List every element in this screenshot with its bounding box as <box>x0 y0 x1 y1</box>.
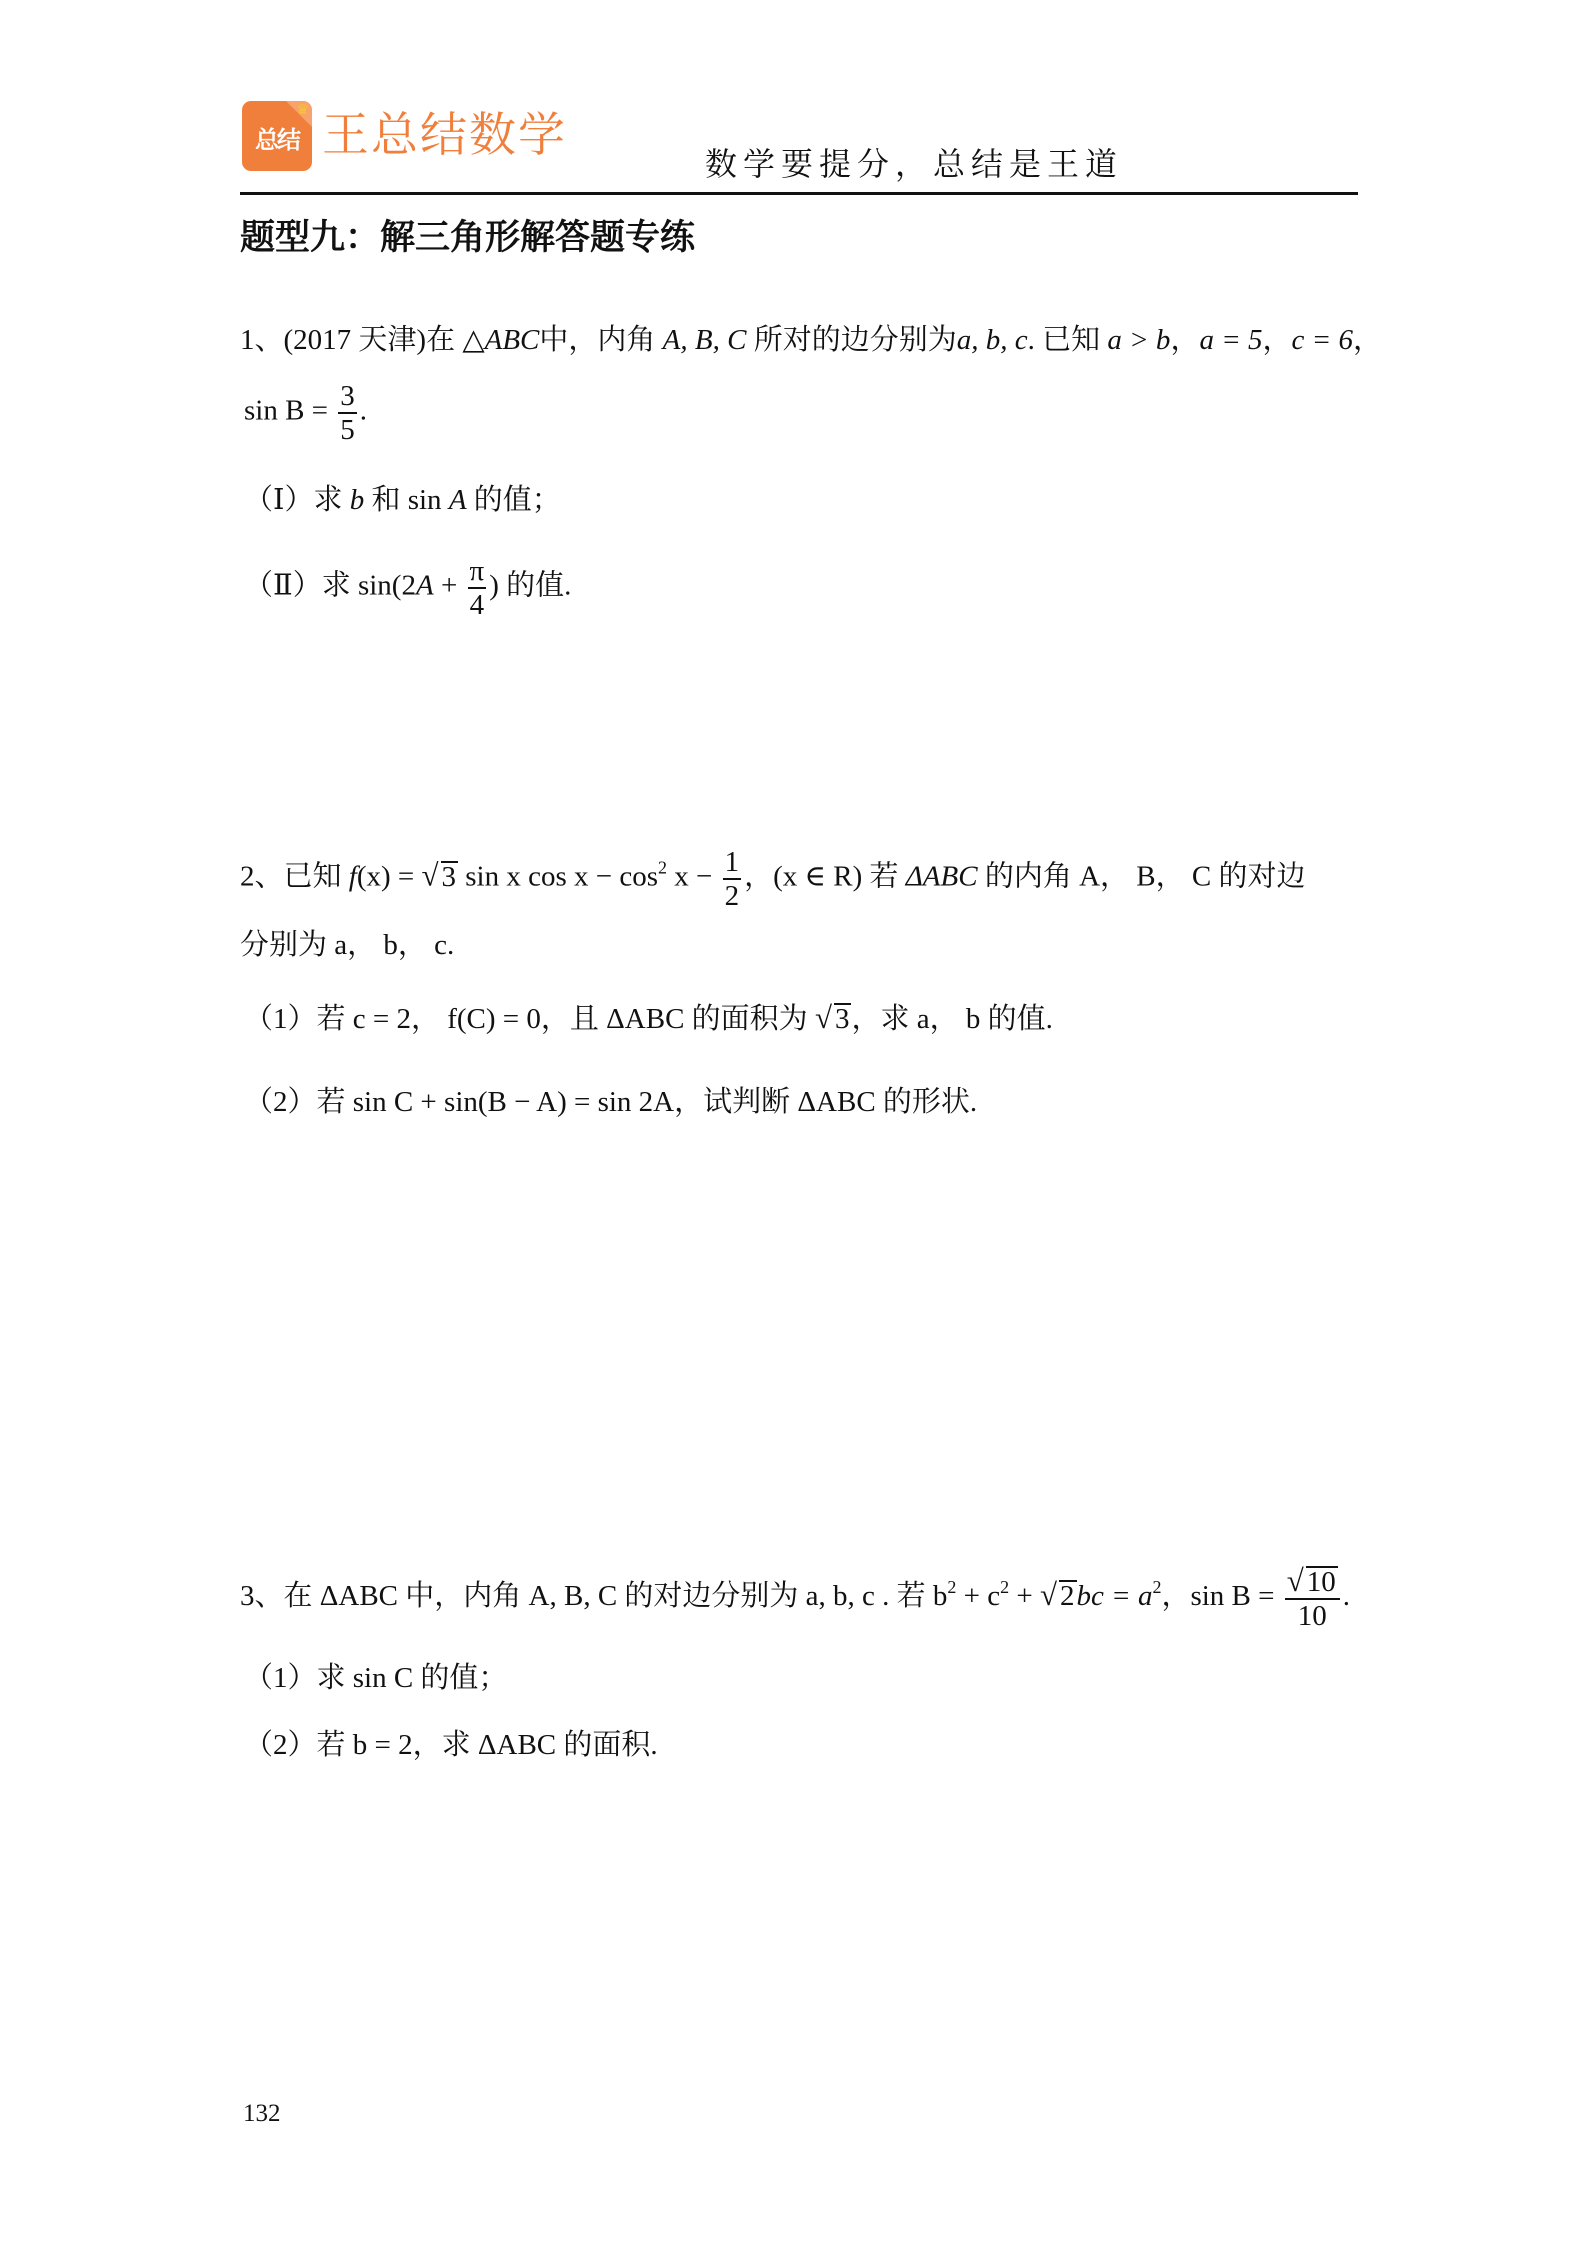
q1-sinB-lhs: sin B = <box>244 394 329 427</box>
q2-stem-line2: 分别为 a， b， c. <box>240 929 455 961</box>
denominator: 10 <box>1297 1600 1327 1632</box>
domain: ，(x ∈ R) 若 <box>744 860 899 893</box>
expression: sin x cos x − cos <box>465 860 659 893</box>
denominator: 2 <box>724 880 740 912</box>
pi-over-4-fraction <box>468 555 487 621</box>
denominator: 4 <box>469 589 485 621</box>
plus: + <box>1009 1580 1033 1613</box>
q2-stem <box>240 846 1305 912</box>
sqrt-icon: √ <box>1040 1577 1058 1613</box>
header-divider <box>240 192 1358 195</box>
term: + c <box>956 1580 1001 1613</box>
q1-cond-2: a = 5 <box>1199 324 1263 356</box>
expression-2: x − <box>667 860 713 893</box>
text-end: 的值； <box>473 484 561 516</box>
numerator: 10 <box>1306 1566 1336 1598</box>
brand-logo <box>242 101 312 171</box>
triangle: ΔABC <box>905 860 978 893</box>
part-end: ，求 a， b 的值. <box>851 1003 1053 1035</box>
radicand: 3 <box>834 1003 850 1035</box>
q1-cond-3: c = 6 <box>1291 324 1353 356</box>
var-A: A <box>415 569 434 602</box>
half-fraction <box>723 846 742 912</box>
part-label: （Ⅱ）求 sin(2 <box>244 569 416 602</box>
q1-part-2 <box>244 555 571 621</box>
numerator: 3 <box>340 380 355 412</box>
q1-sides: a, b, c <box>956 324 1028 356</box>
section-title: 题型九：解三角形解答题专练 <box>240 218 696 258</box>
slogan: 数学要提分，总结是王道 <box>705 146 1124 182</box>
sinB-lhs: ，sin B = <box>1161 1580 1275 1613</box>
page-number: 132 <box>243 2100 281 2127</box>
q1-part-1 <box>244 480 561 520</box>
exponent: 2 <box>1152 1577 1162 1598</box>
brand-name: 王总结数学 <box>322 108 567 163</box>
numerator: 1 <box>724 846 740 878</box>
period: . <box>1342 1580 1351 1613</box>
part-text: （1）若 c = 2， f(C) = 0，且 ΔABC 的面积为 <box>244 1003 808 1035</box>
sqrt-icon: √ <box>814 1000 832 1035</box>
plus: + <box>433 569 458 602</box>
q1-text2: 所对的边分别为 <box>753 324 957 356</box>
stem-tail: 的内角 A， B， C 的对边 <box>984 860 1306 893</box>
radicand: 2 <box>1060 1580 1075 1613</box>
crown-icon: ♛ <box>296 102 309 118</box>
q2-part-2: （2）若 sin C + sin(B − A) = sin 2A，试判断 ΔABC 的形状. <box>244 1086 978 1118</box>
q1-text3: . 已知 <box>1027 324 1101 356</box>
sinB-fraction <box>1285 1565 1340 1632</box>
radicand: 3 <box>441 860 457 893</box>
func-arg: (x) = <box>356 860 415 893</box>
text: 和 sin <box>371 484 442 516</box>
q1-stem: 1、(2017 天津)在 △ABC中，内角 A, B, C 所对的边分别为a, b, c. 已知 a > b，a = 5，c = 6， <box>240 324 1383 356</box>
period: . <box>359 394 368 427</box>
q1-source: 1、(2017 天津)在 <box>240 324 456 356</box>
denominator: 5 <box>340 414 355 446</box>
exponent: 2 <box>1000 1577 1010 1598</box>
q1-text: 中，内角 <box>539 324 656 356</box>
q3-part-1: （1）求 sin C 的值； <box>244 1662 508 1694</box>
sqrt-icon: √ <box>421 857 439 893</box>
q3-part-2: （2）若 b = 2，求 ΔABC 的面积. <box>244 1729 658 1761</box>
var-A: A <box>448 484 467 516</box>
q2-prefix: 2、已知 <box>240 860 342 893</box>
exponent: 2 <box>947 1577 957 1598</box>
sqrt-icon: √ <box>1286 1563 1304 1598</box>
part-label: （Ⅰ）求 <box>244 484 343 516</box>
numerator: π <box>469 555 485 587</box>
func-f: f <box>348 860 357 893</box>
q3-stem <box>240 1565 1350 1632</box>
logo-text: 总结 <box>255 126 299 154</box>
q1-sinB-fraction <box>338 380 357 446</box>
stem-text: 3、在 ΔABC 中，内角 A, B, C 的对边分别为 a, b, c . 若 b <box>240 1580 948 1613</box>
var-b: b <box>349 484 365 516</box>
q1-angles: A, B, C <box>662 324 747 356</box>
q1-triangle: △ABC <box>462 324 540 356</box>
exponent: 2 <box>658 857 668 878</box>
q1-sinB <box>244 380 367 446</box>
term-bc: bc = a <box>1076 1580 1153 1613</box>
q1-cond-1: a > b <box>1107 324 1171 356</box>
text-end: ) 的值. <box>489 569 572 602</box>
q2-part-1 <box>244 998 1053 1039</box>
